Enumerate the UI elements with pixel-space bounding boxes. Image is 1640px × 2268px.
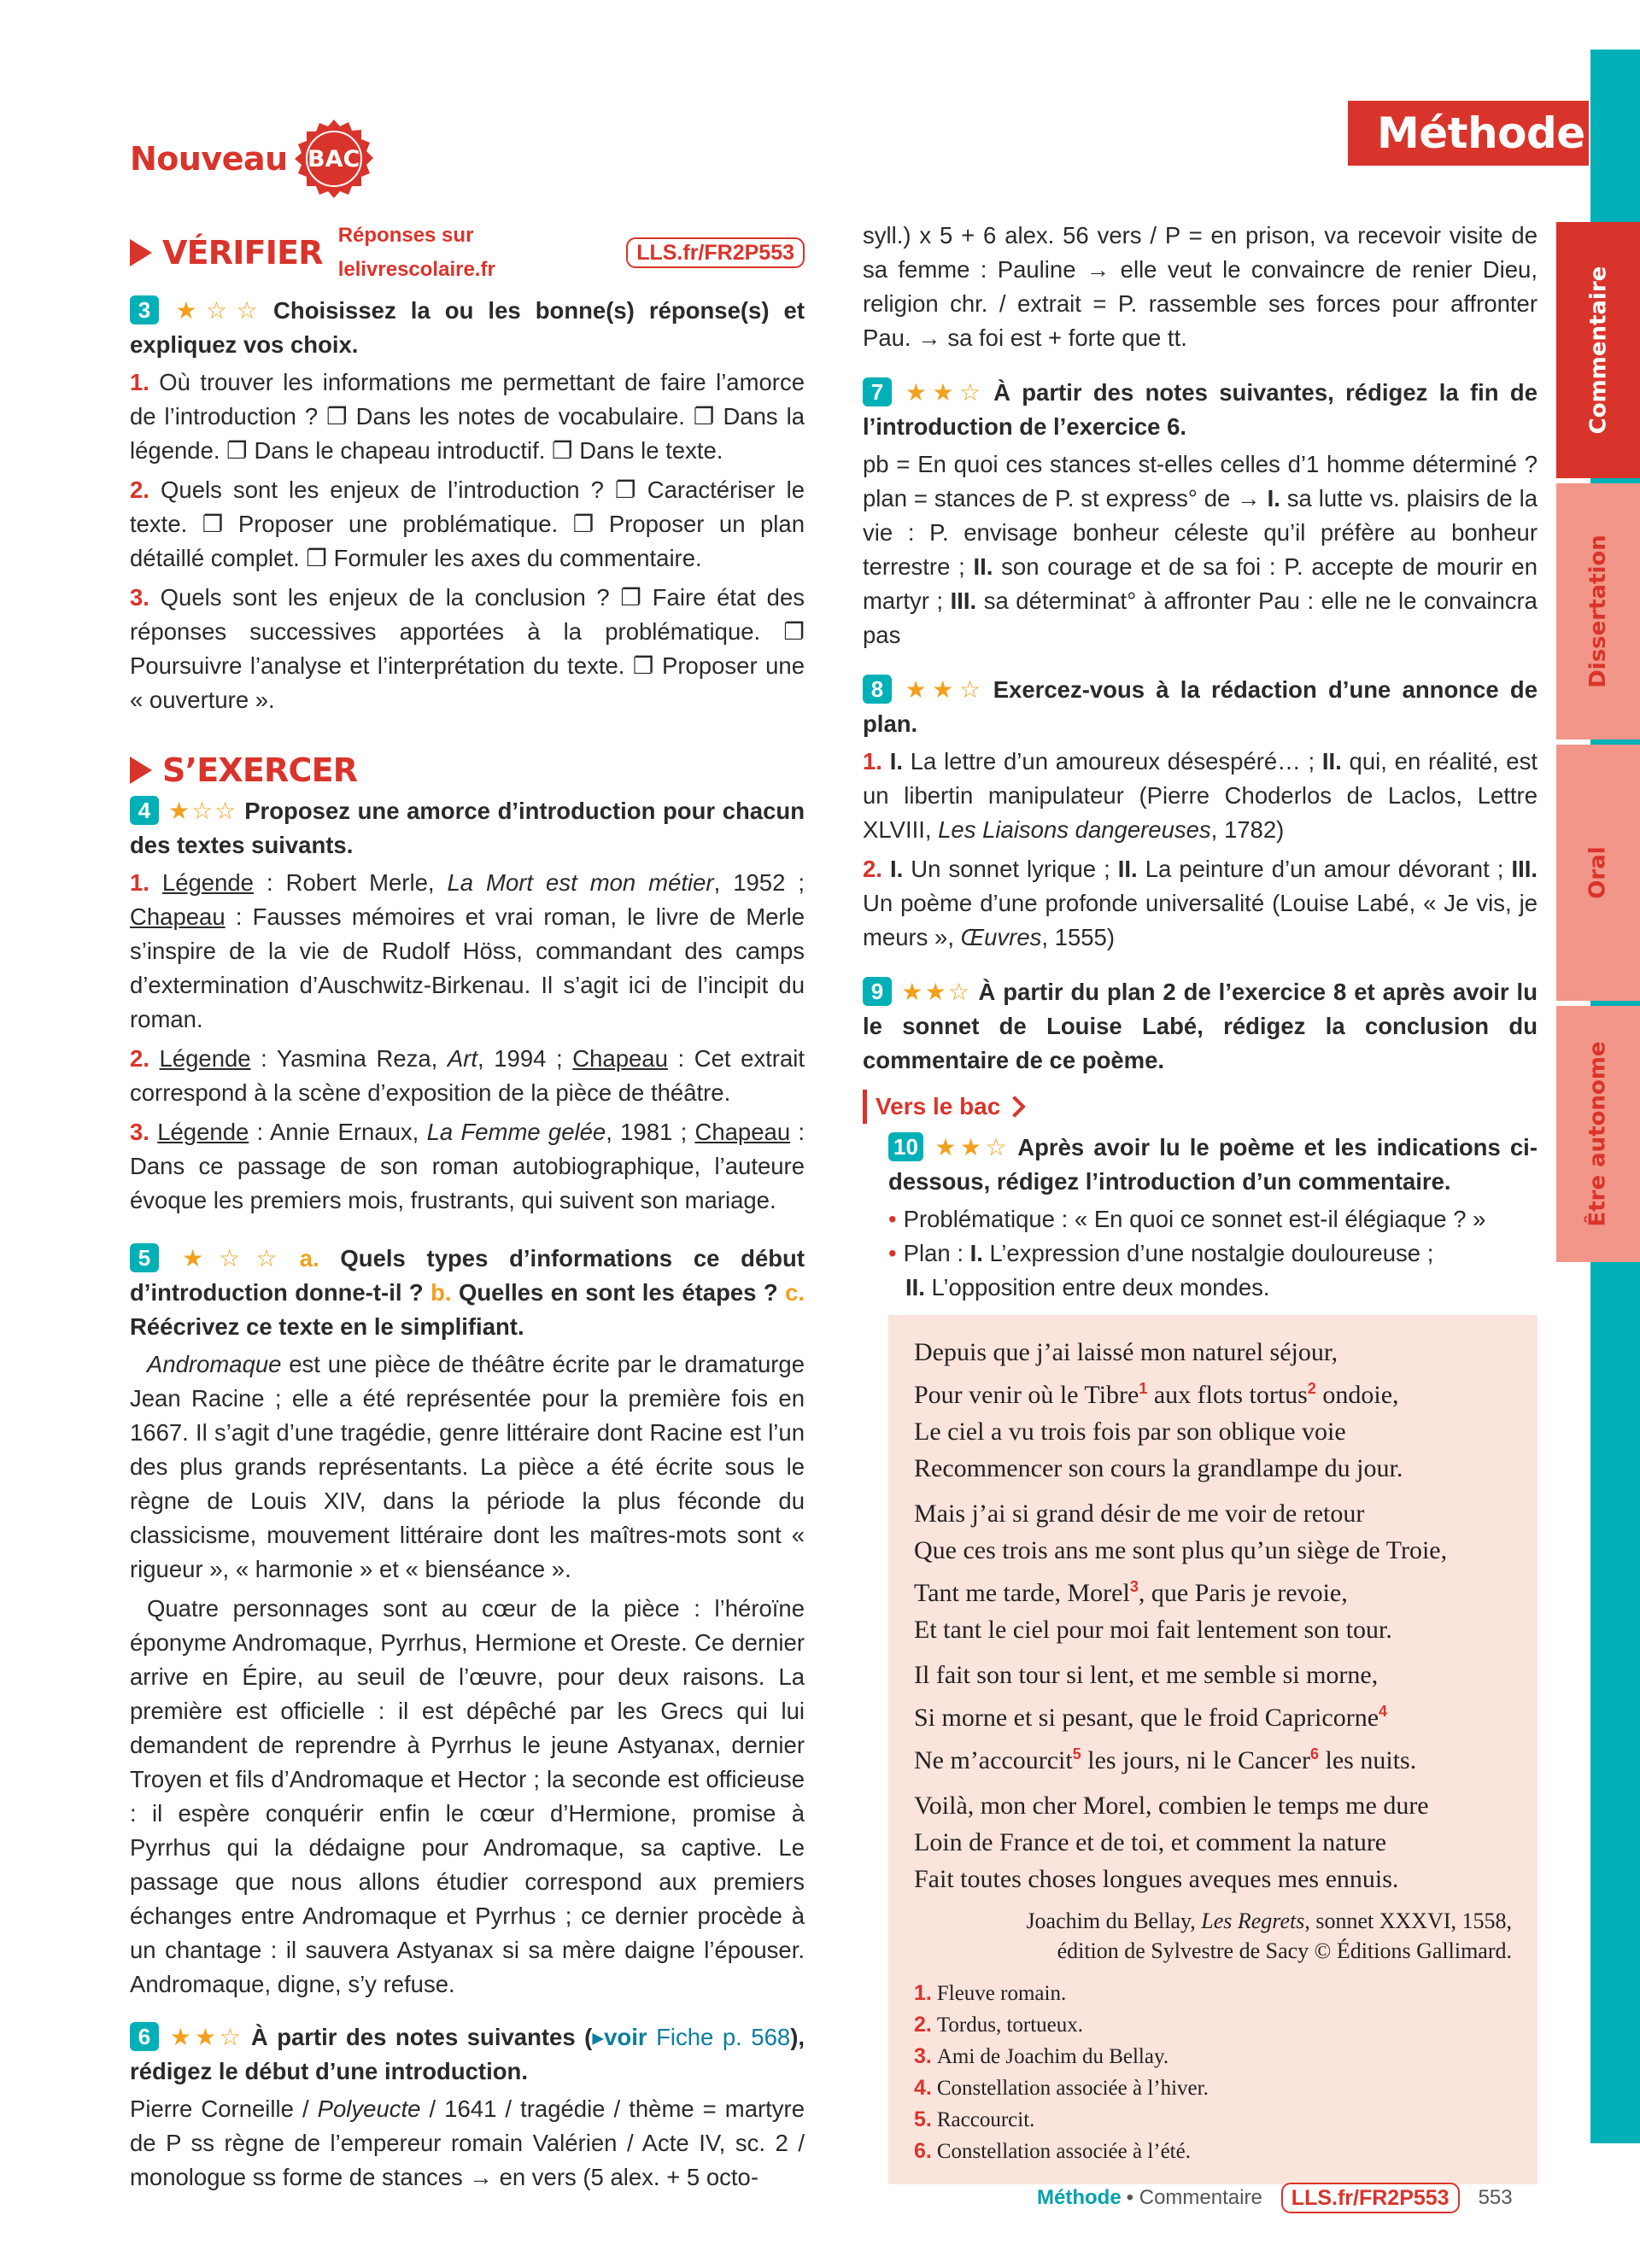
exercise-7-notes	[863, 447, 1538, 652]
footer-lls-link[interactable]: LLS.fr/FR2P553	[1281, 2183, 1460, 2213]
footnote-text: Ami de Joachim du Bellay.	[936, 2045, 1169, 2068]
chapeau-label: Chapeau	[130, 903, 226, 930]
exercise-7-title	[863, 376, 1538, 444]
exercise-instruction: Proposez une amorce d’introduction pour chacun des textes suivants.	[130, 798, 805, 858]
problematique-text: Problématique : « En quoi ce sonnet est-il élégiaque ? »	[903, 1206, 1486, 1232]
plan-text: L’expression d’une nostalgie douloureuse ;	[982, 1240, 1434, 1266]
item-text: , 1994 ;	[477, 1045, 573, 1072]
item-number: 3.	[130, 1119, 149, 1145]
exercise-number: 7	[863, 377, 892, 406]
roman-numeral: III.	[950, 587, 977, 614]
exercise-instruction: Choisissez la ou les bonne(s) réponse(s) et expliquez vos choix.	[130, 297, 805, 358]
difficulty-stars-icon: ★☆☆	[167, 1245, 293, 1271]
poem-text: Tant me tarde, Morel	[914, 1579, 1130, 1607]
exercise-4-title	[130, 794, 805, 862]
verifier-subtitle: Réponses sur lelivrescolaire.fr	[337, 224, 495, 281]
exercise-6-notes	[130, 2092, 805, 2195]
poem-line	[914, 1371, 1512, 1413]
work-title: Les Regrets	[1201, 1909, 1305, 1933]
tab-etre-autonome-label: Être autonome	[1585, 1041, 1612, 1227]
chevron-right-icon	[1004, 1096, 1026, 1117]
exercise-10-title	[888, 1131, 1538, 1199]
exercise-number: 10	[888, 1132, 923, 1161]
poem-line: Recommencer son cours la grandlampe du jour.	[914, 1454, 1403, 1482]
sub-letter: b.	[430, 1279, 452, 1306]
item-1	[130, 866, 805, 1037]
work-title: Œuvres	[960, 924, 1042, 950]
poem-text: les jours, ni le Cancer	[1081, 1746, 1311, 1774]
item-text: : Annie Ernaux,	[249, 1119, 427, 1145]
poem-line	[914, 1693, 1512, 1736]
exercise-9-title	[863, 975, 1538, 1078]
tab-dissertation[interactable]	[1556, 483, 1640, 739]
tab-oral-label: Oral	[1584, 846, 1611, 899]
poem-text: ondoie,	[1315, 1381, 1399, 1409]
item-text: : Yasmina Reza,	[250, 1045, 448, 1072]
source-line-2: édition de Sylvestre de Sacy © Éditions Gallimard.	[1057, 1938, 1512, 1963]
item-number: 2.	[863, 856, 882, 882]
poem-line: Il fait son tour si lent, et me semble si morne,	[914, 1661, 1379, 1689]
verifier-title: VÉRIFIER	[162, 234, 323, 272]
tab-commentaire-label: Commentaire	[1585, 266, 1611, 435]
roman-numeral: I.	[969, 1240, 983, 1266]
source-text: Joachim du Bellay,	[1026, 1909, 1202, 1933]
exercise-6-title	[130, 2020, 805, 2089]
footnotes	[914, 1978, 1512, 2167]
question-1	[130, 365, 805, 468]
work-title: La Mort est mon métier	[447, 869, 714, 896]
stanza-1	[914, 1334, 1512, 1487]
tab-etre-autonome[interactable]	[1556, 1006, 1640, 1262]
difficulty-stars-icon: ★★☆	[900, 979, 972, 1005]
difficulty-stars-icon: ★★☆	[900, 379, 987, 406]
legende-label: Légende	[159, 1045, 251, 1072]
tab-oral[interactable]	[1556, 745, 1640, 1001]
poem-line: Et tant le ciel pour moi fait lentement son tour.	[914, 1616, 1392, 1644]
footnote-ref: 5	[1072, 1745, 1081, 1762]
footnote	[914, 2009, 1512, 2041]
problematique-line	[888, 1202, 1538, 1236]
exercise-instruction: Réécrivez ce texte en le simplifiant.	[130, 1313, 524, 1340]
footnote	[914, 2136, 1512, 2167]
plan-2	[863, 852, 1538, 955]
footnote-text: Constellation associée à l’été.	[936, 2140, 1191, 2163]
footnote-number: 4.	[914, 2076, 932, 2100]
tab-commentaire[interactable]	[1556, 222, 1640, 478]
exercise-3-title	[130, 294, 805, 362]
question-3	[130, 581, 805, 717]
work-title: Andromaque	[147, 1351, 282, 1377]
sexercer-title: S’EXERCER	[162, 751, 358, 789]
question-text: Quels sont les enjeux de l’introduction ? ❐ Caractériser le texte. ❐ Proposer une problématique. ❐ Proposer un plan détaillé complet. ❐ Formuler les axes du commentaire.	[130, 476, 805, 571]
difficulty-stars-icon: ★★☆	[931, 1134, 1011, 1160]
source-line-1	[914, 1906, 1512, 1936]
poem-line	[914, 1569, 1512, 1611]
footnote-number: 1.	[914, 1981, 932, 2005]
plan-text: , 1555)	[1041, 924, 1115, 950]
plan-line-2	[888, 1271, 1538, 1305]
question-number: 1.	[130, 369, 149, 395]
notes-text: son courage et de sa foi : P. accepte de mourir en martyr ;	[863, 553, 1538, 614]
footnote-ref: 2	[1307, 1380, 1316, 1397]
footer-section: • Commentaire	[1126, 2186, 1262, 2209]
poem-text: aux flots tortus	[1147, 1381, 1308, 1409]
poem-text: , que Paris je revoie,	[1138, 1579, 1348, 1607]
exercise-instruction: Quelles en sont les étapes ?	[458, 1279, 778, 1306]
stanza-3	[914, 1657, 1512, 1779]
right-column	[863, 219, 1538, 2184]
nouveau-label: Nouveau	[130, 140, 288, 178]
sub-letter: c.	[785, 1279, 805, 1306]
footnote-ref: 4	[1379, 1703, 1388, 1720]
poem-text: Ne m’accourcit	[914, 1746, 1073, 1774]
plan-text: La peinture d’un amour dévorant ;	[1137, 856, 1512, 882]
roman-numeral: I.	[889, 748, 903, 775]
item-text: : Dans ce passage de son roman autobiographique, l’auteure évoque les premiers mois, frustrants, qui suivent son mariage.	[130, 1119, 805, 1213]
exercise-instruction: Exercez-vous à la rédaction d’une annonce de plan.	[863, 676, 1538, 737]
footnote-text: Raccourcit.	[936, 2108, 1035, 2131]
question-number: 3.	[130, 584, 149, 611]
passage-paragraph-2: Quatre personnages sont au cœur de la pièce : l’héroïne éponyme Andromaque, Pyrrhus, Hermione et Oreste. Ce dernier arrive en Épire, au seuil de l’œuvre, pour deux raisons. La première est officielle : il est dépêché par les Grecs qui lui demandent de reprendre à Pyrrhus le jeune Astyanax, dernier Troyen et fils d’Andromaque et Hector ; la seconde est officieuse : il espère conquérir enfin le cœur d’Hermione, promise à Pyrrhus qui la dédaigne pour Andromaque, sa captive. Le passage que nous allons étudier correspond aux premiers échanges entre Andromaque et Pyrrhus ; ce dernier procède à un chantage : il sauvera Astyanax si sa mère daigne l’épouser. Andromaque, digne, s’y refuse.	[130, 1595, 805, 1997]
sexercer-heading	[130, 753, 805, 787]
chapeau-label: Chapeau	[572, 1045, 668, 1072]
difficulty-stars-icon: ★☆☆	[167, 798, 238, 824]
plan-text: La lettre d’un amoureux désespéré… ;	[902, 748, 1322, 775]
poem-line: Voilà, mon cher Morel, combien le temps me dure	[914, 1792, 1429, 1820]
exercise-8-title	[863, 673, 1538, 741]
item-2	[130, 1042, 805, 1110]
difficulty-stars-icon: ★☆☆	[167, 297, 267, 324]
roman-numeral: II.	[1321, 748, 1342, 775]
work-title: Polyeucte	[317, 2096, 421, 2122]
page-footer	[1037, 2183, 1513, 2213]
plan-text: L’opposition entre deux mondes.	[924, 1274, 1270, 1301]
footnote	[914, 2104, 1512, 2136]
footnote-ref: 1	[1139, 1380, 1148, 1397]
exercise-number: 8	[863, 675, 892, 704]
exercise-6-notes-continued: syll.) x 5 + 6 alex. 56 vers / P = en prison, va recevoir visite de sa femme : Pauline → elle veut le convaincre de renier Dieu, religion chr. / extrait = P. rassemble ses forces pour affronter Pau. → sa foi est + forte que tt.	[863, 222, 1538, 351]
passage-paragraph-1	[130, 1347, 805, 1587]
footnote	[914, 1978, 1512, 2009]
question-number: 2.	[130, 476, 149, 503]
notes-text: Pierre Corneille /	[130, 2096, 318, 2122]
exercise-number: 5	[130, 1243, 159, 1272]
voir-fiche-link[interactable]	[592, 2024, 790, 2050]
footnote-number: 3.	[914, 2044, 932, 2068]
footnote-ref: 6	[1310, 1745, 1320, 1762]
footnote-text: Constellation associée à l’hiver.	[936, 2077, 1209, 2100]
poem-line	[914, 1736, 1512, 1779]
vers-le-bac-text: Vers le bac	[876, 1093, 1001, 1119]
exercise-instruction: À partir du plan 2 de l’exercice 8 et après avoir lu le sonnet de Louise Labé, rédigez la conclusion du commentaire de ce poème.	[863, 979, 1538, 1073]
roman-numeral: II.	[973, 553, 993, 580]
vers-le-bac-label	[863, 1090, 1022, 1124]
exercise-number: 6	[130, 2022, 159, 2051]
roman-numeral: III.	[1511, 856, 1538, 882]
bac-seal	[293, 118, 375, 200]
footnote-text: Tordus, tortueux.	[936, 2014, 1084, 2037]
footnote-number: 2.	[914, 2013, 932, 2037]
nouveau-bac-logo	[130, 118, 375, 200]
roman-numeral: II.	[1117, 856, 1138, 882]
footer-methode: Méthode	[1037, 2186, 1122, 2209]
plan-text: Plan :	[903, 1240, 970, 1266]
exercise-10	[863, 1131, 1538, 1305]
triangle-icon	[130, 757, 152, 784]
fiche-label: Fiche p. 568	[656, 2024, 791, 2050]
notes-text: sa déterminat° à affronter Pau : elle ne le convaincra pas	[863, 587, 1538, 648]
poem-source	[914, 1906, 1512, 1966]
passage-text: est une pièce de théâtre écrite par le dramaturge Jean Racine ; elle a été représentée pour la première fois en 1667. Il s’agit d’une tragédie, genre littéraire dont Racine est l’un des plus grands représentants. La pièce a été écrite sous le règne de Louis XIV, dans la période la plus féconde du classicisme, mouvement littéraire dont les maîtres-mots sont « rigueur », « harmonie » et « bienséance ».	[130, 1351, 805, 1582]
item-3	[130, 1115, 805, 1218]
sub-letter: a.	[299, 1245, 319, 1271]
exercise-instruction: ), rédigez le début d’une introduction.	[130, 2024, 805, 2084]
play-icon: ▸	[592, 2024, 605, 2050]
legende-label: Légende	[157, 1119, 249, 1145]
roman-numeral: I.	[1267, 485, 1280, 511]
footnote	[914, 2041, 1512, 2072]
exercise-instruction: À partir des notes suivantes, rédigez la fin de l’introduction de l’exercice 6.	[863, 379, 1538, 440]
poem-line: Que ces trois ans me sont plus qu’un siège de Troie,	[914, 1536, 1448, 1564]
stanza-4	[914, 1787, 1512, 1897]
question-text: Quels sont les enjeux de la conclusion ? ❐ Faire état des réponses successives apportées à la problématique. ❐ Poursuivre l’analyse et l’interprétation du texte. ❐ Proposer une « ouverture ».	[130, 584, 805, 713]
poem-line: Le ciel a vu trois fois par son oblique voie	[914, 1418, 1346, 1446]
poem-line: Fait toutes choses longues aveques mes ennuis.	[914, 1865, 1399, 1893]
notes-text: pb = En quoi ces stances st-elles celles d’1 homme déterminé ? plan = stances de P. st express° de →	[863, 451, 1538, 511]
difficulty-stars-icon: ★★☆	[900, 676, 987, 703]
plan-text: , 1782)	[1210, 816, 1285, 843]
poem-line: Mais j’ai si grand désir de me voir de retour	[914, 1499, 1365, 1528]
stanza-2	[914, 1495, 1512, 1648]
roman-numeral: I.	[889, 856, 904, 882]
lls-code-link[interactable]: LLS.fr/FR2P553	[626, 237, 805, 268]
footnote-number: 6.	[914, 2139, 932, 2163]
poem-text: Si morne et si pesant, que le froid Capricorne	[914, 1704, 1379, 1732]
poem-line: Depuis que j’ai laissé mon naturel séjour,	[914, 1338, 1338, 1366]
item-text: : Fausses mémoires et vrai roman, le livre de Merle s’inspire de la vie de Rudolf Höss, commandant des camps d’extermination d’Auschwitz-Birkenau. Il s’agit ici de l’incipit du roman.	[130, 903, 805, 1032]
footnote-ref: 3	[1129, 1578, 1139, 1595]
item-text: , 1981 ;	[606, 1119, 695, 1145]
item-text: : Cet extrait correspond à la scène d’exposition de la pièce de théâtre.	[130, 1045, 805, 1106]
exercise-number: 4	[130, 796, 159, 825]
tab-dissertation-label: Dissertation	[1585, 535, 1611, 688]
plan-text: Un poème d’une profonde universalité (Louise Labé, « Je vis, je meurs »,	[863, 890, 1538, 950]
work-title: Art	[447, 1045, 478, 1072]
plan-text: qui, en réalité, est un libertin manipulateur (Pierre Choderlos de Laclos, Lettre XLVIII,	[863, 748, 1538, 843]
exercise-instruction: À partir des notes suivantes (	[250, 2024, 593, 2050]
notes-text: sa lutte vs. plaisirs de la vie : P. envisage bonheur céleste qu’il préfère au bonheur terrestre ;	[863, 485, 1538, 580]
verifier-heading	[130, 219, 805, 287]
footnote-text: Fleuve romain.	[936, 1982, 1067, 2005]
bullet-icon: •	[888, 1206, 897, 1232]
bac-label: BAC	[308, 145, 360, 172]
plan-line	[888, 1236, 1538, 1271]
footnote	[914, 2072, 1512, 2104]
work-title: Les Liaisons dangereuses	[938, 816, 1211, 843]
plan-1	[863, 745, 1538, 847]
item-number: 1.	[863, 748, 882, 775]
exercise-instruction: Quels types d’informations ce début d’introduction donne-t-il ?	[130, 1245, 805, 1306]
exercise-number: 3	[130, 295, 159, 324]
methode-band: Méthode	[1348, 101, 1589, 166]
work-title: La Femme gelée	[426, 1119, 606, 1145]
exercise-5-title	[130, 1242, 805, 1344]
difficulty-stars-icon: ★★☆	[167, 2024, 244, 2050]
exercise-number: 9	[863, 977, 892, 1006]
poem-line: Loin de France et de toi, et comment la nature	[914, 1828, 1387, 1856]
source-text: , sonnet XXXVI, 1558,	[1304, 1909, 1512, 1933]
footnote-number: 5.	[914, 2107, 932, 2131]
notes-text: / 1641 / tragédie / thème = martyre de P ss règne de l’empereur romain Valérien / Acte IV, sc. 2 / monologue ss forme de stances → en vers (5 alex. + 5 octo-	[130, 2096, 805, 2190]
item-number: 2.	[130, 1045, 149, 1072]
triangle-icon	[130, 239, 152, 266]
bullet-icon: •	[888, 1240, 897, 1266]
chapeau-label: Chapeau	[694, 1119, 791, 1145]
left-column	[130, 219, 805, 2200]
poem-text: Pour venir où le Tibre	[914, 1381, 1139, 1409]
page-number: 553	[1478, 2186, 1513, 2209]
item-text: : Robert Merle,	[253, 869, 448, 896]
question-2	[130, 473, 805, 576]
item-text: , 1952 ;	[713, 869, 805, 896]
question-text: Où trouver les informations me permettant de faire l’amorce de l’introduction ? ❐ Dans les notes de vocabulaire. ❐ Dans la légende. ❐ Dans le chapeau introductif. ❐ Dans le texte.	[130, 369, 805, 464]
roman-numeral: II.	[905, 1274, 925, 1301]
item-number: 1.	[130, 869, 149, 896]
poem-text: les nuits.	[1319, 1746, 1417, 1774]
exercise-instruction: Après avoir lu le poème et les indications ci-dessous, rédigez l’introduction d’un commentaire.	[888, 1134, 1538, 1195]
legende-label: Légende	[161, 869, 254, 896]
poem-box	[888, 1315, 1538, 2184]
voir-label: voir	[604, 2024, 647, 2050]
plan-text: Un sonnet lyrique ;	[903, 856, 1118, 882]
